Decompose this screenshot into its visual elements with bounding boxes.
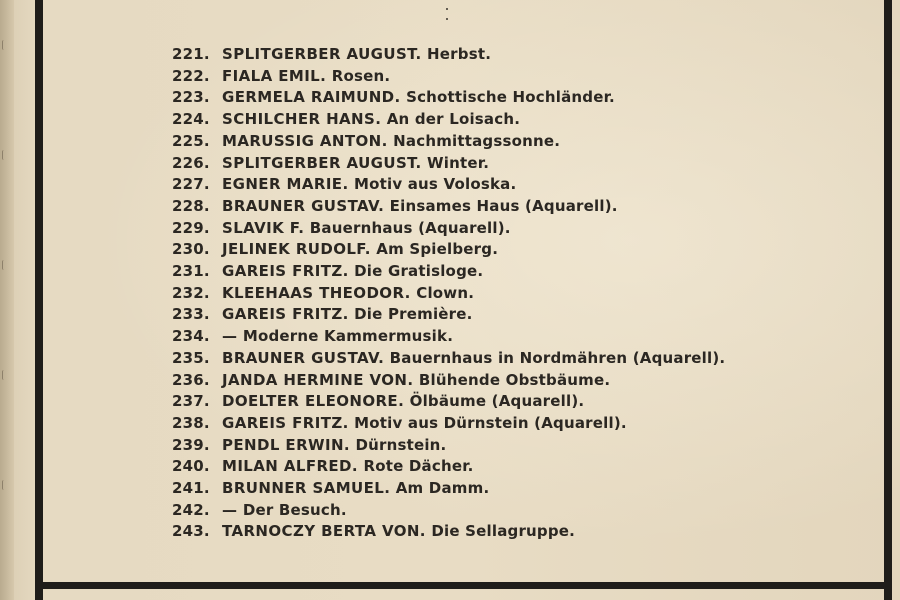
catalogue-entry	[172, 218, 862, 240]
page-border-right	[884, 0, 892, 600]
catalogue-entry	[172, 239, 862, 261]
catalogue-entry	[172, 196, 862, 218]
entry-artist: KLEEHAAS THEODOR.	[222, 283, 411, 302]
entry-artist: BRAUNER GUSTAV.	[222, 196, 385, 215]
catalogue-entry	[172, 391, 862, 413]
entry-number: 225.	[172, 131, 210, 150]
catalogue-entry	[172, 521, 862, 543]
entry-artist: PENDL ERWIN.	[222, 435, 351, 454]
entry-title: Blühende Obstbäume.	[418, 370, 611, 389]
entry-number: 243.	[172, 522, 210, 541]
entry-number: 224.	[172, 110, 210, 129]
entry-title: Ölbäume (Aquarell).	[409, 392, 585, 411]
catalogue-entry	[172, 304, 862, 326]
catalogue-entry	[172, 153, 862, 175]
catalogue-entry	[172, 174, 862, 196]
entry-number: 238.	[172, 413, 210, 432]
catalogue-entry	[172, 435, 862, 457]
entry-title: Rote Dächer.	[363, 457, 474, 476]
entry-number: 234.	[172, 327, 210, 346]
entry-number: 235.	[172, 348, 210, 367]
entry-title: Herbst.	[427, 45, 492, 63]
catalogue-list	[172, 44, 862, 543]
entry-artist: —	[222, 500, 238, 519]
entry-title: Die Gratisloge.	[354, 262, 484, 281]
catalogue-entry	[172, 109, 862, 131]
catalogue-entry	[172, 326, 862, 348]
catalogue-entry	[172, 370, 862, 392]
binding-stitch	[2, 370, 9, 380]
entry-title: Die Première.	[354, 305, 473, 324]
page-border-left	[35, 0, 43, 600]
catalogue-entry	[172, 261, 862, 283]
binding-stitch	[2, 40, 9, 50]
entry-title: Motiv aus Voloska.	[353, 175, 517, 194]
ink-speck	[446, 18, 448, 20]
entry-number: 232.	[172, 283, 210, 302]
entry-artist: GAREIS FRITZ.	[222, 262, 349, 281]
catalogue-entry	[172, 456, 862, 478]
entry-artist: GAREIS FRITZ.	[222, 413, 349, 432]
entry-number: 229.	[172, 218, 210, 237]
entry-number: 228.	[172, 196, 210, 215]
binding-stitch	[2, 150, 9, 160]
page-border-bottom	[35, 582, 892, 589]
catalogue-entry	[172, 87, 862, 109]
entry-title: Am Damm.	[395, 479, 490, 498]
entry-number: 227.	[172, 175, 210, 194]
entry-title: Moderne Kammermusik.	[242, 327, 454, 346]
entry-title: Motiv aus Dürnstein (Aquarell).	[354, 413, 627, 432]
entry-title: Rosen.	[331, 66, 391, 85]
entry-number: 230.	[172, 240, 210, 259]
entry-title: Der Besuch.	[242, 500, 347, 519]
entry-number: 240.	[172, 457, 210, 476]
entry-number: 241.	[172, 479, 210, 498]
binding-stitch	[2, 260, 9, 270]
entry-artist: GERMELA RAIMUND.	[222, 88, 401, 107]
entry-title: Clown.	[416, 283, 475, 302]
entry-title: Einsames Haus (Aquarell).	[389, 196, 618, 215]
catalogue-entry	[172, 413, 862, 435]
entry-number: 239.	[172, 435, 210, 454]
entry-number: 223.	[172, 88, 210, 107]
entry-title: Dürnstein.	[355, 435, 447, 454]
entry-artist: SPLITGERBER AUGUST.	[222, 45, 422, 63]
catalogue-entry	[172, 348, 862, 370]
entry-title: Schottische Hochländer.	[406, 88, 615, 107]
entry-artist: BRAUNER GUSTAV.	[222, 348, 385, 367]
entry-artist: SPLITGERBER AUGUST.	[222, 153, 422, 172]
entry-number: 242.	[172, 500, 210, 519]
ink-speck	[446, 8, 448, 10]
entry-artist: JANDA HERMINE VON.	[222, 370, 414, 389]
entry-artist: DOELTER ELEONORE.	[222, 392, 405, 411]
entry-artist: MILAN ALFRED.	[222, 457, 359, 476]
entry-artist: EGNER MARIE.	[222, 175, 349, 194]
entry-artist: GAREIS FRITZ.	[222, 305, 349, 324]
entry-title: Winter.	[427, 153, 490, 172]
binding-stitch	[2, 480, 9, 490]
entry-artist: JELINEK RUDOLF.	[222, 240, 371, 259]
catalogue-entry	[172, 44, 862, 66]
entry-title: Bauernhaus (Aquarell).	[309, 218, 511, 237]
entry-number: 231.	[172, 262, 210, 281]
catalogue-entry	[172, 500, 862, 522]
entry-artist: BRUNNER SAMUEL.	[222, 479, 391, 498]
entry-title: An der Loisach.	[386, 110, 521, 129]
entry-number: 233.	[172, 305, 210, 324]
entry-number: 237.	[172, 392, 210, 411]
entry-number: 221.	[172, 45, 210, 63]
entry-artist: —	[222, 327, 238, 346]
catalogue-entry	[172, 131, 862, 153]
catalogue-entry	[172, 66, 862, 88]
entry-title: Bauernhaus in Nordmähren (Aquarell).	[389, 348, 726, 367]
entry-artist: TARNOCZY BERTA VON.	[222, 522, 426, 541]
catalogue-entry	[172, 283, 862, 305]
entry-title: Nachmittagssonne.	[393, 131, 561, 150]
entry-artist: FIALA EMIL.	[222, 66, 327, 85]
entry-number: 236.	[172, 370, 210, 389]
entry-title: Die Sellagruppe.	[431, 522, 576, 541]
binding-edge	[0, 0, 14, 600]
entry-number: 222.	[172, 66, 210, 85]
entry-title: Am Spielberg.	[376, 240, 499, 259]
entry-artist: SCHILCHER HANS.	[222, 110, 382, 129]
entry-artist: SLAVIK F.	[222, 218, 305, 237]
entry-artist: MARUSSIG ANTON.	[222, 131, 388, 150]
catalogue-entry	[172, 478, 862, 500]
entry-number: 226.	[172, 153, 210, 172]
